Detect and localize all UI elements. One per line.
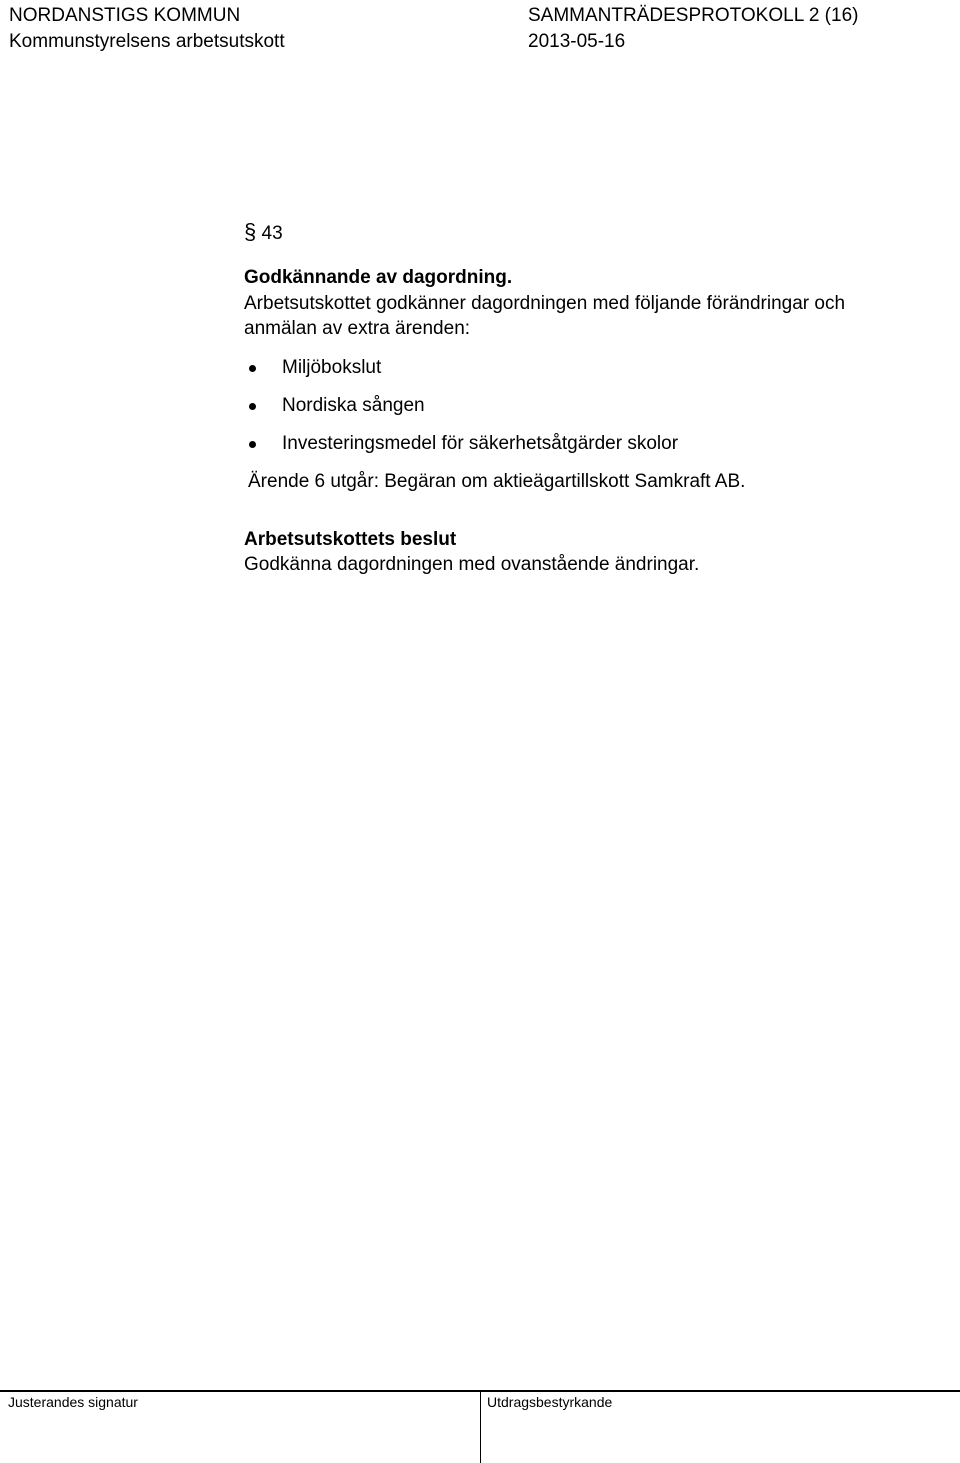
list-item-text: Miljöbokslut	[282, 357, 382, 378]
list-item-text: Investeringsmedel för säkerhetsåtgärder skolor	[282, 433, 679, 454]
section-symbol: §	[244, 219, 257, 244]
intro-text-line-2: anmälan av extra ärenden:	[244, 318, 471, 339]
meeting-date: 2013-05-16	[528, 31, 626, 52]
organization-name: NORDANSTIGS KOMMUN	[9, 5, 241, 26]
section-number	[244, 220, 283, 245]
list-item	[244, 356, 678, 394]
intro-text-line-1: Arbetsutskottet godkänner dagordningen med följande förändringar och	[244, 293, 846, 314]
item-title: Godkännande av dagordning.	[244, 267, 513, 288]
bullet-icon	[249, 365, 256, 372]
decision-text: Godkänna dagordningen med ovanstående ändringar.	[244, 554, 700, 575]
bullet-icon	[249, 441, 256, 448]
decision-heading: Arbetsutskottets beslut	[244, 529, 457, 550]
document-type: SAMMANTRÄDESPROTOKOLL 2 (16)	[528, 5, 859, 26]
list-item-text: Nordiska sången	[282, 395, 425, 416]
committee-name: Kommunstyrelsens arbetsutskott	[9, 31, 285, 52]
removed-item-note: Ärende 6 utgår: Begäran om aktieägartillskott Samkraft AB.	[248, 471, 746, 492]
footer-divider	[480, 1391, 481, 1463]
list-item	[244, 394, 678, 432]
list-item	[244, 432, 678, 470]
certification-label: Utdragsbestyrkande	[487, 1394, 613, 1410]
extra-items-list	[244, 356, 678, 470]
bullet-icon	[249, 403, 256, 410]
signature-label: Justerandes signatur	[8, 1394, 138, 1410]
section-number-value: 43	[261, 223, 283, 244]
